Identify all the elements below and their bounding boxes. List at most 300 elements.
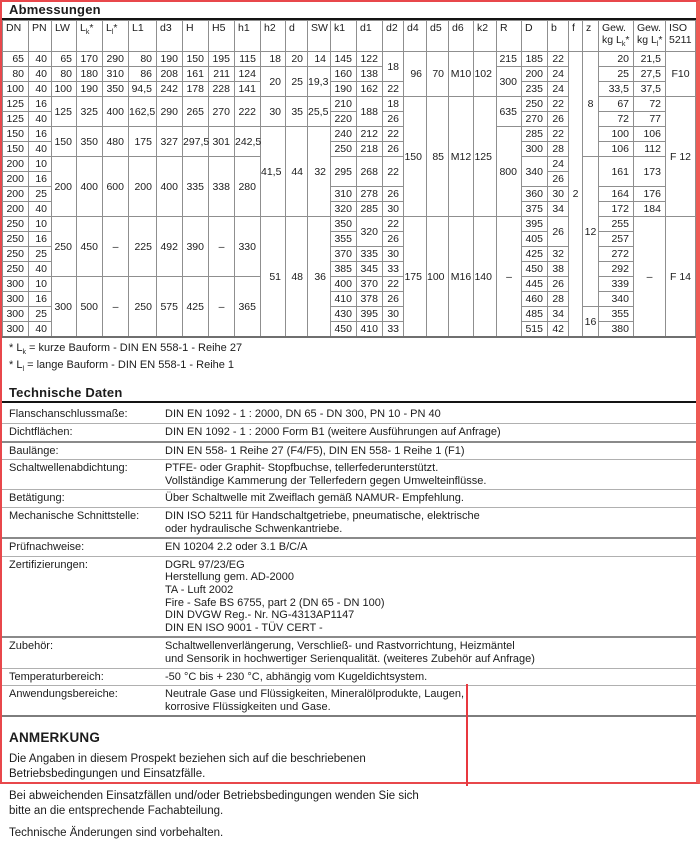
dim-cell: 16 [29,127,52,142]
dim-cell: 500 [77,277,103,338]
dim-cell: 172 [599,202,634,217]
dim-cell: – [103,277,129,338]
dim-cell: 25 [29,247,52,262]
dim-cell: 30 [548,187,569,202]
dim-cell: 450 [331,322,357,338]
dim-cell: 125 [474,97,497,217]
dim-cell: 19,3 [308,67,331,97]
dim-cell: 575 [157,277,183,338]
dim-cell: 270 [522,112,548,127]
dim-cell: 235 [522,82,548,97]
dim-cell: 35 [286,97,308,127]
tech-label: Temperaturbereich: [9,670,104,683]
col-header-ISO-5211: ISO 5211 [666,21,696,52]
tech-label: Betätigung: [9,492,65,505]
dim-cell: 37,5 [634,82,666,97]
dim-cell: 278 [357,187,383,202]
dim-cell: 25,5 [308,97,331,127]
dim-cell: 228 [209,82,235,97]
dim-cell: 297,5 [183,127,209,157]
dim-cell: 18 [383,97,404,112]
dim-cell: 385 [331,262,357,277]
dim-cell: 200 [3,202,29,217]
col-header-PN: PN [29,21,52,52]
dim-cell: 210 [331,97,357,112]
dim-cell: 30 [383,202,404,217]
tech-label: Mechanische Schnittstelle: [9,510,140,523]
tech-row [2,668,696,686]
dim-cell: 335 [183,157,209,217]
dim-cell: 86 [129,67,157,82]
dim-cell: 327 [157,127,183,157]
dim-cell: 26 [383,292,404,307]
dim-cell: 18 [261,52,286,67]
dim-cell: 400 [103,97,129,127]
tech-label: Zertifizierungen: [9,558,88,571]
tech-value: Schaltwellenverlängerung, Verschließ- und Rastvorrichtung, Heizmäntel und Sensorik in hochwertiger Serienqualität. (weiteres Zubehör auf Anfrage) [165,640,535,665]
dim-cell: 340 [599,292,634,307]
dim-cell: 30 [261,97,286,127]
tech-value: DIN EN 1092 - 1 : 2000 Form B1 (weitere Ausführungen auf Anfrage) [165,426,501,439]
dim-cell: 176 [634,187,666,202]
note-section [2,717,696,841]
tech-row [2,489,696,507]
dim-cell: 200 [129,157,157,217]
dim-cell: 44 [286,127,308,217]
dim-cell: 257 [599,232,634,247]
col-header-L1: L1 [129,21,157,52]
dim-cell: 295 [331,157,357,187]
dim-cell: 215 [497,52,522,67]
dim-cell: 85 [427,97,449,217]
dim-cell: 100 [427,217,449,338]
dim-cell: 175 [404,217,427,338]
dim-cell: 190 [331,82,357,97]
col-header-k2: k2 [474,21,497,52]
dim-cell: 51 [261,217,286,338]
dim-cell: 32 [548,247,569,262]
dim-cell: 445 [522,277,548,292]
dim-cell: 320 [331,202,357,217]
dim-cell: 16 [583,307,599,338]
dim-cell: 141 [235,82,261,97]
dim-cell: 28 [548,142,569,157]
dim-cell: 40 [29,202,52,217]
dim-cell: 12 [583,157,599,307]
dim-cell: 30 [383,247,404,262]
dim-cell: 242 [157,82,183,97]
dim-cell: 272 [599,247,634,262]
dim-cell: 280 [235,157,261,217]
dim-cell: 405 [522,232,548,247]
tech-label: Zubehör: [9,640,54,653]
dim-cell: 212 [357,127,383,142]
dim-cell: 339 [599,277,634,292]
tech-label: Baulänge: [9,444,59,457]
dim-cell: 515 [522,322,548,338]
dim-cell: 22 [548,52,569,67]
dim-cell: 350 [77,127,103,157]
dim-table-row [3,157,696,172]
dim-cell: 22 [548,127,569,142]
tech-value: DGRL 97/23/EG Herstellung gem. AD-2000 TA - Luft 2002 Fire - Safe BS 6755, part 2 (DN 65 - DN 100) DIN DVGW Reg.- Nr. NG-4313AP1147 DIN EN ISO 9001 - TÜV CERT - [165,558,385,634]
dim-cell: 40 [29,142,52,157]
dimensions-table [2,20,696,338]
dim-cell: 77 [634,112,666,127]
dim-cell: 301 [209,127,235,157]
dim-cell: 250 [129,277,157,338]
tech-row [2,636,696,667]
dim-cell: 22 [383,127,404,142]
dim-cell: 173 [634,157,666,187]
dim-cell: 33 [383,322,404,338]
dim-cell: 190 [77,82,103,97]
dim-cell: 26 [383,232,404,247]
dim-cell: 240 [331,127,357,142]
col-header-R: R [497,21,522,52]
dim-cell: – [209,277,235,338]
dim-cell: 635 [497,97,522,127]
dim-cell: 218 [357,142,383,157]
dim-cell: 378 [357,292,383,307]
technical-data-list [2,406,696,717]
dim-cell: 178 [183,82,209,97]
dim-cell: 290 [157,97,183,127]
dim-cell: 211 [209,67,235,82]
dim-cell: 320 [357,217,383,247]
dim-cell: 365 [235,277,261,338]
note-paragraph: Die Angaben in diesem Prospekt beziehen sich auf die beschriebenen Betriebsbedingungen und Einsatzfälle. [9,753,366,780]
dim-cell: 310 [103,67,129,82]
dim-cell: 160 [331,67,357,82]
dim-cell: M12 [449,97,474,217]
dim-cell: 100 [599,127,634,142]
dim-cell: 16 [29,292,52,307]
tech-label: Schaltwellenabdichtung: [9,462,128,475]
dim-cell: 300 [3,322,29,338]
dim-cell: 124 [235,67,261,82]
dim-cell: 26 [548,112,569,127]
dim-cell: 40 [29,112,52,127]
tech-row [2,537,696,556]
dim-cell: 350 [331,217,357,232]
dim-cell: 34 [548,307,569,322]
dim-cell: 26 [383,142,404,157]
dim-cell: 255 [599,217,634,232]
dim-header-row [3,21,696,52]
dim-cell: 32 [308,127,331,217]
dim-cell: 370 [357,277,383,292]
dim-cell: 310 [331,187,357,202]
dim-cell: 106 [634,127,666,142]
dim-cell: – [103,217,129,277]
dim-cell: 395 [357,307,383,322]
dim-cell: 222 [235,97,261,127]
dim-cell: 122 [357,52,383,67]
dim-cell: 26 [383,112,404,127]
tech-row [2,507,696,537]
dim-cell: 80 [129,52,157,67]
dim-cell: M16 [449,217,474,338]
dim-cell: 115 [235,52,261,67]
col-header-Gew-Lk: Gew. kg $L_k*$ [599,21,634,52]
dim-cell: 22 [383,157,404,187]
tech-value: PTFE- oder Graphit- Stopfbuchse, tellerfederunterstützt. Vollständige Kammerung der Tellerfedern gegen Umwelteinflüsse. [165,462,487,487]
dim-cell: 290 [103,52,129,67]
dim-cell: 480 [103,127,129,157]
tech-row [2,459,696,489]
dim-cell: 200 [3,157,29,172]
dim-cell: 250 [331,142,357,157]
tech-value: EN 10204 2.2 oder 3.1 B/C/A [165,541,308,554]
dim-cell: 450 [77,217,103,277]
dim-cell: 96 [404,52,427,97]
col-header-d3: d3 [157,21,183,52]
dim-cell: 150 [3,142,29,157]
tech-label: Flanschanschlussmaße: [9,408,128,421]
dim-cell: 800 [497,127,522,217]
dim-cell: 325 [77,97,103,127]
dim-cell: 200 [3,172,29,187]
col-header-d: d [286,21,308,52]
dim-cell: 300 [3,277,29,292]
dim-cell: 150 [183,52,209,67]
dim-cell: 26 [548,277,569,292]
tech-row [2,441,696,460]
dim-cell: 112 [634,142,666,157]
dim-cell: 24 [548,157,569,172]
dim-cell: 400 [77,157,103,217]
dim-cell: F10 [666,52,696,97]
dim-cell: 460 [522,292,548,307]
footnote: * $L_l$ = lange Bauform - DIN EN 558-1 - Reihe 1 [9,359,235,374]
dim-cell: 430 [331,307,357,322]
col-header-D: D [522,21,548,52]
tech-row [2,556,696,637]
dim-cell: 106 [599,142,634,157]
dim-cell: 125 [52,97,77,127]
col-header-b: b [548,21,569,52]
col-header-LW: LW [52,21,77,52]
dim-cell: 22 [383,82,404,97]
dim-cell: 250 [3,217,29,232]
dim-cell: 208 [157,67,183,82]
dim-cell: 65 [3,52,29,67]
dim-cell: 22 [548,97,569,112]
dim-cell: 14 [308,52,331,67]
note-title: ANMERKUNG [9,730,101,746]
dim-cell: 285 [357,202,383,217]
dim-cell: F 14 [666,217,696,338]
dim-cell: 140 [474,217,497,338]
dim-cell: 10 [29,217,52,232]
dim-cell: – [497,217,522,338]
dim-cell: 70 [427,52,449,97]
dim-cell: 350 [103,82,129,97]
dim-cell: 335 [357,247,383,262]
col-header-Ll: $L_l*$ [103,21,129,52]
dim-cell: 200 [3,187,29,202]
dim-cell: 22 [383,277,404,292]
dim-cell: 40 [29,262,52,277]
dim-cell: 33,5 [599,82,634,97]
dim-cell: 380 [599,322,634,338]
col-header-H: H [183,21,209,52]
col-header-Gew-Ll: Gew. kg $L_l*$ [634,21,666,52]
dim-cell: 355 [331,232,357,247]
tech-value: -50 °C bis + 230 °C, abhängig vom Kugeldichtsystem. [165,670,428,683]
dim-cell: 292 [599,262,634,277]
table-footnotes [2,338,696,376]
dim-cell: 285 [522,127,548,142]
dim-cell: 33 [383,262,404,277]
dim-cell: 268 [357,157,383,187]
dim-cell: 164 [599,187,634,202]
tech-row [2,685,696,715]
col-header-d4: d4 [404,21,427,52]
tech-label: Prüfnachweise: [9,541,85,554]
dim-cell: M10 [449,52,474,97]
note-paragraph: Technische Änderungen sind vorbehalten. [9,827,224,840]
dim-cell: 25 [286,67,308,97]
tech-value: Über Schaltwelle mit Zweiflach gemäß NAMUR- Empfehlung. [165,492,464,505]
dim-cell: 18 [383,52,404,82]
dim-cell: 34 [548,202,569,217]
dim-cell: 300 [497,67,522,97]
dim-cell: 41,5 [261,127,286,217]
dim-cell: 300 [3,307,29,322]
dim-cell: 400 [331,277,357,292]
col-header-h2: h2 [261,21,286,52]
col-header-d2: d2 [383,21,404,52]
dim-cell: 375 [522,202,548,217]
dim-cell: 20 [599,52,634,67]
dim-cell: 161 [183,67,209,82]
dim-cell: 25 [599,67,634,82]
tech-label: Dichtflächen: [9,426,73,439]
tech-value: DIN EN 558- 1 Reihe 27 (F4/F5), DIN EN 558- 1 Reihe 1 (F1) [165,444,465,457]
dim-cell: 42 [548,322,569,338]
dim-cell: 40 [29,82,52,97]
dim-cell: 600 [103,157,129,217]
dim-cell: 25 [29,187,52,202]
col-header-Lk: $L_k*$ [77,21,103,52]
dim-cell: 150 [404,97,427,217]
tech-value: DIN ISO 5211 für Handschaltgetriebe, pneumatische, elektrische oder hydraulische Schwenkantriebe. [165,510,480,535]
dim-cell: 180 [77,67,103,82]
col-header-f: f [569,21,583,52]
dim-cell: 16 [29,97,52,112]
dim-cell: 21,5 [634,52,666,67]
dim-cell: 27,5 [634,67,666,82]
dim-cell: 250 [522,97,548,112]
col-header-H5: H5 [209,21,235,52]
red-vertical-line [466,684,468,786]
dim-cell: 200 [522,67,548,82]
dim-cell: 395 [522,217,548,232]
col-header-z: z [583,21,599,52]
dim-cell: 162 [357,82,383,97]
dim-cell: 250 [3,262,29,277]
dim-cell: 400 [157,157,183,217]
dim-cell: 195 [209,52,235,67]
dim-cell: 94,5 [129,82,157,97]
dim-cell: 425 [522,247,548,262]
dim-cell: 125 [3,112,29,127]
dim-cell: 40 [29,67,52,82]
tech-row [2,406,696,423]
tech-row [2,423,696,441]
col-header-SW: SW [308,21,331,52]
dim-cell: 26 [383,187,404,202]
dim-cell: 72 [599,112,634,127]
dim-cell: – [209,217,235,277]
dim-cell: 330 [235,217,261,277]
dim-cell: 2 [569,52,583,338]
title-abmessungen: Abmessungen [2,2,696,20]
dim-cell: 250 [3,232,29,247]
note-paragraph: Bei abweichenden Einsatzfällen und/oder Betriebsbedingungen wenden Sie sich bitte an die entsprechende Fachabteilung. [9,790,419,817]
dim-cell: 425 [183,277,209,338]
footnote: * $L_k$ = kurze Bauform - DIN EN 558-1 - Reihe 27 [9,342,243,357]
tech-label: Anwendungsbereiche: [9,688,118,701]
dim-cell: 150 [52,127,77,157]
dim-cell: 200 [52,157,77,217]
tech-value: DIN EN 1092 - 1 : 2000, DN 65 - DN 300, PN 10 - PN 40 [165,408,441,421]
dim-cell: 184 [634,202,666,217]
dim-cell: 270 [209,97,235,127]
dim-cell: 36 [308,217,331,338]
dim-cell: 80 [52,67,77,82]
dim-cell: 40 [29,52,52,67]
dim-cell: F 12 [666,97,696,217]
col-header-h1: h1 [235,21,261,52]
dim-cell: – [634,217,666,338]
dim-cell: 185 [522,52,548,67]
dim-cell: 40 [29,322,52,338]
dim-cell: 450 [522,262,548,277]
dim-cell: 390 [183,217,209,277]
dim-table-row [3,52,696,67]
col-header-d6: d6 [449,21,474,52]
dim-cell: 26 [548,217,569,247]
dim-cell: 242,5 [235,127,261,157]
dim-cell: 22 [383,217,404,232]
dim-cell: 10 [29,277,52,292]
dim-cell: 225 [129,217,157,277]
dim-cell: 138 [357,67,383,82]
dim-cell: 300 [52,277,77,338]
dim-cell: 410 [357,322,383,338]
col-header-d1: d1 [357,21,383,52]
dim-cell: 338 [209,157,235,217]
dim-cell: 150 [3,127,29,142]
dim-cell: 24 [548,67,569,82]
dim-cell: 340 [522,157,548,187]
dim-cell: 175 [129,127,157,157]
dim-cell: 102 [474,52,497,97]
dim-cell: 250 [3,247,29,262]
dim-cell: 48 [286,217,308,338]
dim-cell: 16 [29,232,52,247]
tech-value: Neutrale Gase und Flüssigkeiten, Mineralölprodukte, Laugen, korrosive Flüssigkeiten und Gase. [165,688,465,713]
col-header-DN: DN [3,21,29,52]
dim-cell: 265 [183,97,209,127]
dim-cell: 492 [157,217,183,277]
dim-cell: 24 [548,82,569,97]
dim-cell: 80 [3,67,29,82]
dim-cell: 370 [331,247,357,262]
